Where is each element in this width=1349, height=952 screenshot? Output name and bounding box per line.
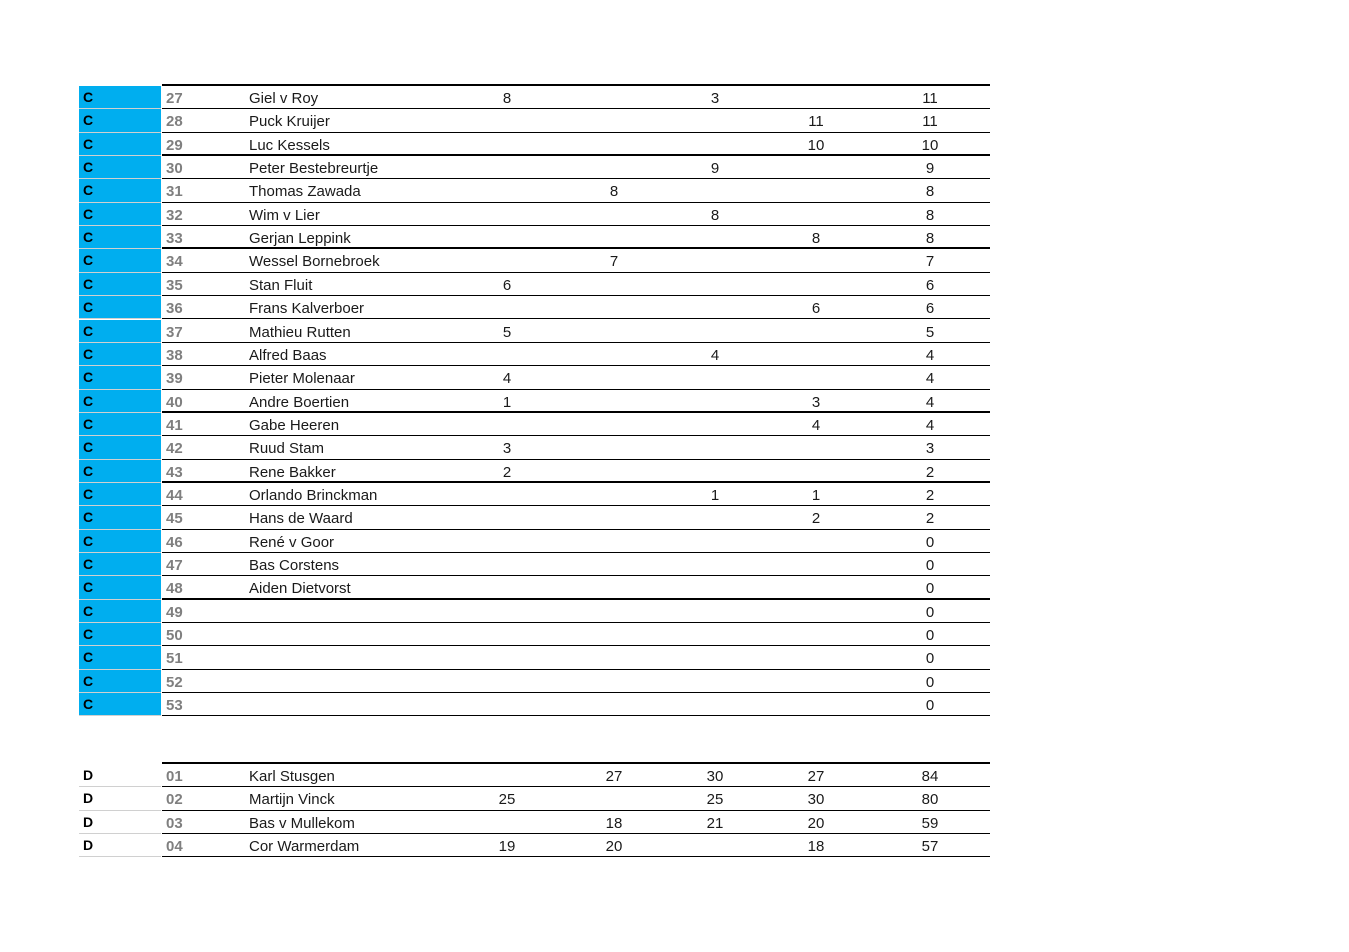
total-cell: 10 — [921, 136, 939, 154]
score-round-3 — [695, 133, 735, 156]
score-round-1 — [487, 249, 527, 272]
category-cell: C — [79, 460, 161, 483]
score-round-2 — [594, 436, 634, 459]
table-row — [79, 366, 990, 389]
score-round-3 — [695, 460, 735, 483]
name-cell: Bas v Mullekom — [249, 814, 355, 832]
rank-cell: 38 — [166, 346, 183, 364]
score-round-4 — [796, 86, 836, 109]
score-round-1 — [487, 483, 527, 506]
table-row — [79, 133, 990, 156]
score-round-2 — [594, 109, 634, 132]
score-round-3 — [695, 179, 735, 202]
score-round-2 — [594, 273, 634, 296]
category-cell: C — [79, 343, 161, 366]
category-cell: C — [79, 203, 161, 226]
total-cell: 2 — [925, 486, 935, 504]
score-round-4: 2 — [811, 510, 821, 528]
name-cell: Puck Kruijer — [249, 113, 330, 131]
table-row — [79, 320, 990, 343]
score-round-3 — [695, 506, 735, 529]
score-round-3 — [695, 623, 735, 646]
score-round-4 — [796, 366, 836, 389]
name-cell: Gerjan Leppink — [249, 230, 351, 248]
table-row — [79, 413, 990, 436]
category-cell: C — [79, 390, 161, 413]
table-row — [79, 506, 990, 529]
category-cell: C — [79, 226, 161, 249]
score-round-2 — [594, 343, 634, 366]
total-cell: 11 — [922, 90, 938, 107]
score-round-2 — [594, 787, 634, 810]
rank-cell: 40 — [166, 393, 183, 411]
score-round-3 — [695, 600, 735, 623]
score-round-2 — [594, 460, 634, 483]
total-cell: 80 — [921, 791, 939, 809]
score-round-4 — [796, 576, 836, 599]
name-cell: Luc Kessels — [249, 136, 330, 154]
rank-cell: 27 — [166, 90, 183, 107]
score-round-3: 30 — [706, 768, 724, 785]
category-cell: C — [79, 436, 161, 459]
name-cell: Giel v Roy — [249, 90, 319, 107]
category-cell: C — [79, 530, 161, 553]
name-cell: Aiden Dietvorst — [249, 580, 351, 598]
score-round-1: 25 — [498, 791, 516, 809]
total-cell: 6 — [925, 300, 935, 318]
score-round-2 — [594, 483, 634, 506]
score-round-2 — [594, 600, 634, 623]
rank-cell: 02 — [166, 791, 183, 809]
category-cell: C — [79, 109, 161, 132]
category-cell: C — [79, 366, 161, 389]
score-round-3 — [695, 693, 735, 716]
score-round-1 — [487, 156, 527, 179]
score-round-2 — [594, 320, 634, 343]
score-round-2: 27 — [605, 768, 623, 785]
total-cell: 11 — [922, 113, 938, 131]
table-row — [79, 296, 990, 319]
total-cell: 84 — [921, 768, 939, 785]
cell-divider — [79, 856, 161, 857]
score-round-1 — [487, 203, 527, 226]
score-round-3 — [695, 109, 735, 132]
score-round-4 — [796, 179, 836, 202]
rank-cell: 03 — [166, 814, 183, 832]
table-row — [79, 646, 990, 669]
category-cell: C — [79, 249, 161, 272]
category-cell: C — [79, 273, 161, 296]
total-cell: 6 — [925, 276, 935, 294]
name-cell: Peter Bestebreurtje — [249, 160, 379, 178]
category-cell: C — [79, 693, 161, 716]
name-cell: Orlando Brinckman — [249, 486, 378, 504]
rank-cell: 01 — [166, 768, 183, 785]
score-round-4 — [796, 156, 836, 179]
name-cell: Thomas Zawada — [249, 183, 361, 201]
score-round-3: 3 — [710, 90, 720, 107]
rank-cell: 33 — [166, 230, 183, 248]
name-cell: Andre Boertien — [249, 393, 350, 411]
total-cell: 7 — [925, 253, 935, 271]
score-round-3: 8 — [710, 206, 720, 224]
score-round-4: 10 — [807, 136, 825, 154]
score-round-2 — [594, 413, 634, 436]
category-cell: D — [83, 767, 94, 783]
score-round-4 — [796, 623, 836, 646]
score-round-1 — [487, 670, 527, 693]
rank-cell: 51 — [166, 650, 183, 668]
rank-cell: 28 — [166, 113, 183, 131]
table-row — [79, 787, 990, 810]
score-round-1 — [487, 296, 527, 319]
score-round-3 — [695, 530, 735, 553]
score-round-4: 6 — [811, 300, 821, 318]
total-cell: 4 — [925, 346, 935, 364]
category-cell: C — [79, 413, 161, 436]
score-round-4 — [796, 646, 836, 669]
rank-cell: 53 — [166, 697, 183, 715]
name-cell: Stan Fluit — [249, 276, 313, 294]
score-round-1 — [487, 600, 527, 623]
name-cell: Bas Corstens — [249, 557, 340, 574]
score-round-1: 19 — [498, 838, 516, 856]
category-cell: C — [79, 670, 161, 693]
total-cell: 0 — [925, 603, 935, 621]
rank-cell: 47 — [166, 557, 183, 574]
score-round-4 — [796, 530, 836, 553]
score-round-3 — [695, 670, 735, 693]
rank-cell: 04 — [166, 838, 183, 856]
score-round-3 — [695, 226, 735, 249]
score-round-1 — [487, 343, 527, 366]
total-cell: 8 — [925, 206, 935, 224]
table-row — [79, 623, 990, 646]
table-row — [79, 249, 990, 272]
score-round-1: 5 — [502, 323, 512, 341]
table-row — [79, 834, 990, 857]
score-round-1: 6 — [502, 276, 512, 294]
score-round-4: 18 — [807, 838, 825, 856]
table-row — [79, 203, 990, 226]
score-round-4: 30 — [807, 791, 825, 809]
score-round-2 — [594, 203, 634, 226]
rank-cell: 44 — [166, 486, 183, 504]
score-round-2: 18 — [605, 814, 623, 832]
score-round-1 — [487, 133, 527, 156]
score-round-4 — [796, 203, 836, 226]
score-round-2: 8 — [609, 183, 619, 201]
total-cell: 0 — [925, 650, 935, 668]
total-cell: 8 — [925, 230, 935, 248]
rank-cell: 29 — [166, 136, 183, 154]
score-round-3: 4 — [710, 346, 720, 364]
score-round-1: 1 — [502, 393, 512, 411]
category-cell: C — [79, 646, 161, 669]
score-round-4: 11 — [808, 113, 824, 131]
total-cell: 59 — [921, 814, 939, 832]
score-round-2 — [594, 553, 634, 576]
score-round-3 — [695, 390, 735, 413]
score-round-4 — [796, 273, 836, 296]
rank-cell: 32 — [166, 206, 183, 224]
score-round-3 — [695, 320, 735, 343]
total-cell: 9 — [925, 160, 935, 178]
score-round-3 — [695, 366, 735, 389]
table-row — [79, 109, 990, 132]
score-round-4: 8 — [811, 230, 821, 248]
score-round-3: 9 — [710, 160, 720, 178]
rank-cell: 31 — [166, 183, 183, 201]
table-row — [79, 156, 990, 179]
score-round-1: 4 — [502, 370, 512, 388]
rank-cell: 45 — [166, 510, 183, 528]
score-round-2 — [594, 693, 634, 716]
total-cell: 57 — [921, 838, 939, 856]
score-round-1 — [487, 693, 527, 716]
table-row — [79, 483, 990, 506]
rank-cell: 52 — [166, 673, 183, 691]
category-cell: C — [79, 483, 161, 506]
score-round-3: 21 — [706, 814, 724, 832]
name-cell: Martijn Vinck — [249, 791, 335, 809]
score-round-1 — [487, 109, 527, 132]
score-round-2 — [594, 296, 634, 319]
table-row — [79, 693, 990, 716]
total-cell: 2 — [925, 510, 935, 528]
table-row — [79, 553, 990, 576]
total-cell: 0 — [925, 627, 935, 645]
rank-cell: 48 — [166, 580, 183, 598]
table-row — [79, 436, 990, 459]
name-cell: Alfred Baas — [249, 346, 327, 364]
table-row — [79, 273, 990, 296]
score-round-1 — [487, 179, 527, 202]
table-row — [79, 764, 990, 787]
score-round-1: 3 — [502, 440, 512, 458]
score-round-2: 7 — [609, 253, 619, 271]
score-round-4: 4 — [811, 416, 821, 434]
name-cell: Wessel Bornebroek — [249, 253, 380, 271]
score-round-4 — [796, 553, 836, 576]
name-cell: Pieter Molenaar — [249, 370, 355, 388]
name-cell: Frans Kalverboer — [249, 300, 365, 318]
score-round-1 — [487, 413, 527, 436]
rank-cell: 49 — [166, 603, 183, 621]
score-round-4: 3 — [811, 393, 821, 411]
category-cell: C — [79, 133, 161, 156]
score-round-1 — [487, 530, 527, 553]
total-cell: 4 — [925, 370, 935, 388]
score-round-3 — [695, 249, 735, 272]
score-round-4 — [796, 249, 836, 272]
name-cell: Cor Warmerdam — [249, 838, 360, 856]
category-cell: C — [79, 296, 161, 319]
name-cell: Rene Bakker — [249, 463, 336, 481]
score-round-2: 20 — [605, 838, 623, 856]
category-cell: D — [83, 790, 94, 807]
category-cell: D — [83, 813, 94, 830]
score-round-3 — [695, 646, 735, 669]
score-round-1: 2 — [502, 463, 512, 481]
row-divider — [162, 715, 990, 716]
rank-cell: 35 — [166, 276, 183, 294]
score-round-4: 27 — [807, 768, 825, 785]
score-round-1 — [487, 553, 527, 576]
category-cell: C — [79, 623, 161, 646]
table-row — [79, 811, 990, 834]
score-round-1 — [487, 764, 527, 787]
score-round-4 — [796, 693, 836, 716]
score-round-4 — [796, 670, 836, 693]
score-round-2 — [594, 530, 634, 553]
score-round-4 — [796, 600, 836, 623]
total-cell: 4 — [925, 416, 935, 434]
score-round-1 — [487, 226, 527, 249]
total-cell: 5 — [925, 323, 935, 341]
category-cell: D — [83, 837, 94, 854]
score-round-2 — [594, 646, 634, 669]
name-cell: Gabe Heeren — [249, 416, 340, 434]
table-row — [79, 576, 990, 599]
category-cell: C — [79, 576, 161, 599]
score-round-3 — [695, 834, 735, 857]
category-cell: C — [79, 156, 161, 179]
score-round-3: 1 — [710, 486, 720, 504]
score-round-3 — [695, 576, 735, 599]
total-cell: 8 — [925, 183, 935, 201]
name-cell: René v Goor — [249, 533, 335, 551]
score-round-2 — [594, 390, 634, 413]
table-row — [79, 343, 990, 366]
total-cell: 0 — [925, 580, 935, 598]
score-round-2 — [594, 506, 634, 529]
table-row — [79, 226, 990, 249]
table-row — [79, 530, 990, 553]
rank-cell: 30 — [166, 160, 183, 178]
rank-cell: 39 — [166, 370, 183, 388]
name-cell: Hans de Waard — [249, 510, 353, 528]
total-cell: 0 — [925, 533, 935, 551]
table-row — [79, 86, 990, 109]
rank-cell: 50 — [166, 627, 183, 645]
category-cell: C — [79, 320, 161, 343]
score-round-4 — [796, 460, 836, 483]
score-round-1 — [487, 623, 527, 646]
category-cell: C — [79, 86, 161, 109]
score-round-1: 8 — [502, 90, 512, 107]
total-cell: 4 — [925, 393, 935, 411]
table-row — [79, 670, 990, 693]
score-round-4 — [796, 343, 836, 366]
total-cell: 0 — [925, 697, 935, 715]
table-row — [79, 600, 990, 623]
score-round-4 — [796, 320, 836, 343]
score-round-2 — [594, 670, 634, 693]
score-round-2 — [594, 226, 634, 249]
name-cell: Karl Stusgen — [249, 768, 335, 785]
category-cell: C — [79, 179, 161, 202]
cell-divider — [79, 715, 161, 716]
score-round-2 — [594, 576, 634, 599]
score-round-1 — [487, 576, 527, 599]
rank-cell: 34 — [166, 253, 183, 271]
table-row — [79, 390, 990, 413]
rank-cell: 37 — [166, 323, 183, 341]
score-round-2 — [594, 133, 634, 156]
row-divider — [162, 856, 990, 857]
rank-cell: 43 — [166, 463, 183, 481]
category-cell: C — [79, 600, 161, 623]
name-cell: Wim v Lier — [249, 206, 320, 224]
score-round-3 — [695, 553, 735, 576]
category-cell: C — [79, 506, 161, 529]
rank-cell: 42 — [166, 440, 183, 458]
total-cell: 0 — [925, 673, 935, 691]
score-round-3: 25 — [706, 791, 724, 809]
score-round-3 — [695, 273, 735, 296]
total-cell: 3 — [925, 440, 935, 458]
score-round-4: 20 — [807, 814, 825, 832]
total-cell: 2 — [925, 463, 935, 481]
score-round-2 — [594, 86, 634, 109]
score-round-1 — [487, 646, 527, 669]
name-cell: Ruud Stam — [249, 440, 325, 458]
table-row — [79, 179, 990, 202]
table-row — [79, 460, 990, 483]
score-round-1 — [487, 506, 527, 529]
rank-cell: 46 — [166, 533, 183, 551]
rank-cell: 41 — [166, 416, 183, 434]
name-cell: Mathieu Rutten — [249, 323, 351, 341]
rank-cell: 36 — [166, 300, 183, 318]
total-cell: 0 — [925, 557, 935, 574]
score-round-3 — [695, 436, 735, 459]
score-round-3 — [695, 413, 735, 436]
score-round-1 — [487, 811, 527, 834]
score-round-2 — [594, 623, 634, 646]
score-round-4 — [796, 436, 836, 459]
score-round-2 — [594, 156, 634, 179]
category-cell: C — [79, 553, 161, 576]
score-round-4: 1 — [811, 486, 821, 504]
score-round-2 — [594, 366, 634, 389]
score-round-3 — [695, 296, 735, 319]
